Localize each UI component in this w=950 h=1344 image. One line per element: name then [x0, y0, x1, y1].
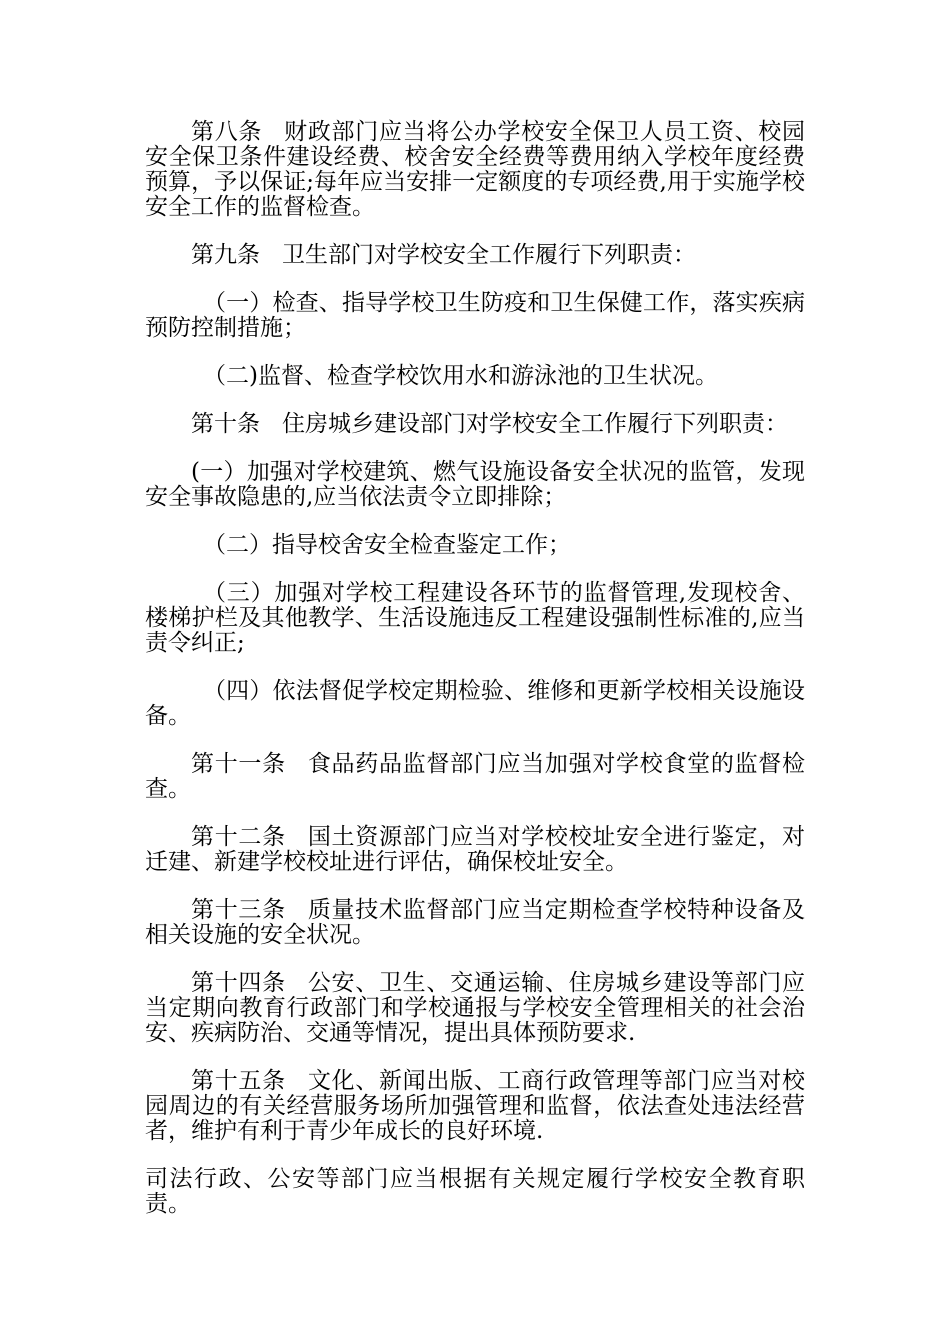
article-number: 第十二条 — [191, 824, 286, 850]
item-text: （四）依法督促学校定期检验、维修和更新学校相关设施设备。 — [145, 678, 805, 729]
article-text: 质量技术监督部门应当定期检查学校特种设备及相关设施的安全状况。 — [145, 897, 806, 948]
article-text: 卫生部门对学校安全工作履行下列职责： — [282, 242, 696, 268]
paragraph-text: 司法行政、公安等部门应当根据有关规定履行学校安全教育职责。 — [145, 1166, 805, 1217]
article-text: 公安、卫生、交通运输、住房城乡建设等部门应当定期向教育行政部门和学校通报与学校安全管理相关的社会治安、疾病防治、交通等情况，提出具体预防要求. — [145, 970, 806, 1046]
article-text: 食品药品监督部门应当加强对学校食堂的监督检查。 — [145, 751, 806, 802]
article-15 — [145, 1069, 805, 1144]
article-11 — [145, 752, 805, 802]
article-number: 第十一条 — [191, 751, 286, 777]
article-number: 第十五条 — [191, 1068, 286, 1094]
document-page — [145, 120, 805, 1240]
item-text: （二）指导校舍安全检查鉴定工作； — [203, 532, 571, 558]
article-15-continuation — [145, 1167, 805, 1217]
article-text: 住房城乡建设部门对学校安全工作履行下列职责： — [282, 411, 788, 437]
item-text: （一）检查、指导学校卫生防疫和卫生保健工作，落实疾病预防控制措施； — [145, 290, 805, 341]
article-text: 文化、新闻出版、工商行政管理等部门应当对校园周边的有关经营服务场所加强管理和监督，依法查处违法经营者，维护有利于青少年成长的良好环境. — [145, 1068, 806, 1144]
article-text: 国土资源部门应当对学校校址安全进行鉴定，对迁建、新建学校校址进行评估，确保校址安全。 — [145, 824, 806, 875]
article-number: 第八条 — [191, 119, 263, 145]
article-14 — [145, 971, 805, 1046]
article-10-item-1 — [145, 460, 805, 510]
article-10-item-2 — [145, 533, 805, 558]
article-9-item-2 — [145, 364, 805, 389]
article-number: 第十条 — [191, 411, 260, 437]
article-8 — [145, 120, 805, 220]
item-text: (一）加强对学校建筑、燃气设施设备安全状况的监管，发现安全事故隐患的,应当依法责令立即排除； — [145, 459, 805, 510]
article-10-item-4 — [145, 679, 805, 729]
article-number: 第十三条 — [191, 897, 286, 923]
article-13 — [145, 898, 805, 948]
article-text: 财政部门应当将公办学校安全保卫人员工资、校园安全保卫条件建设经费、校舍安全经费等费用纳入学校年度经费预算，予以保证;每年应当安排一定额度的专项经费,用于实施学校安全工作的监督检查。 — [145, 119, 805, 220]
item-text: （三）加强对学校工程建设各环节的监督管理,发现校舍、楼梯护栏及其他教学、生活设施违反工程建设强制性标准的,应当责令纠正; — [145, 580, 805, 656]
article-12 — [145, 825, 805, 875]
article-9 — [145, 243, 805, 268]
article-number: 第十四条 — [191, 970, 286, 996]
item-text: （二)监督、检查学校饮用水和游泳池的卫生状况。 — [203, 363, 718, 389]
article-10 — [145, 412, 805, 437]
article-number: 第九条 — [191, 242, 260, 268]
article-9-item-1 — [145, 291, 805, 341]
article-10-item-3 — [145, 581, 805, 656]
